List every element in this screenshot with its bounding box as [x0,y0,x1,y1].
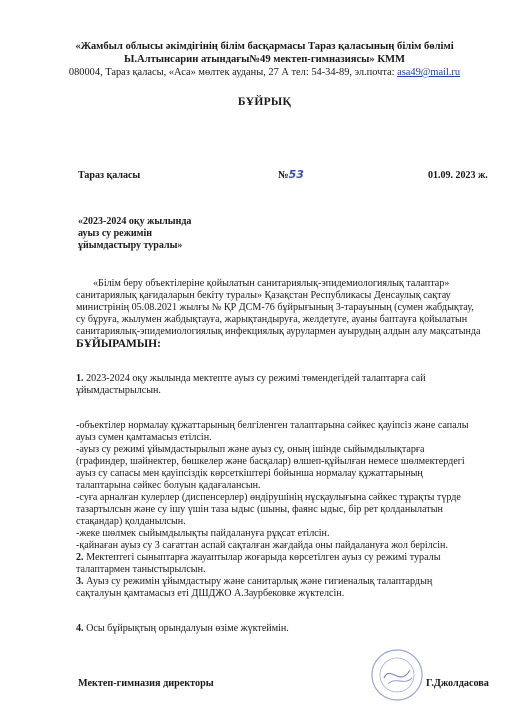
item-4-text: Осы бұйрықтың орындалуын өзіме жүктеймін. [83,623,289,634]
item-3-number: 3. [76,576,84,587]
city-label: Тараз қаласы [78,170,141,181]
header-line-1: «Жамбыл облысы әкімдігінің білім басқармасы Тараз қаласының білім бөлімі [75,41,454,52]
preamble-line-2: санитариялық қағидаларын бекіту туралы» Қазақстан Республикасы Денсаулық сақтау [76,290,451,301]
bullet-a-line-2: ауыз сумен қамтамасыз етілсін. [76,432,212,443]
item-4-number: 4. [76,623,84,634]
item-2-text: Мектептегі сыныптарға жауаптылар жоғарыда көрсетілген ауыз су режимі туралы [83,552,441,563]
item-1-number: 1. [76,373,84,384]
item-3-text: Ауыз су режимін ұйымдастыру және санитарлық және гигиеналық талаптардың [83,576,433,587]
subject-line-2: ауыз су режимін [78,228,152,239]
item-1 [76,373,503,385]
item-2-number: 2. [76,552,84,563]
item-3-line-2: сақталуын қамтамасыз еті ДШДЖО А.Заурбековке жүктелсін. [76,588,345,599]
bullet-b-line-4: талаптарына сәйкес болуын қадағалансын. [76,480,261,491]
preamble-line-3: министрінің 05.08.2021 жылғы № ҚР ДСМ-76 бұйрығының 3-тарауының (сумен жабдықтау, [76,302,474,313]
bullet-c-line-3: стақандар) қолданылсын. [76,516,186,527]
number-sign: № [278,170,289,181]
header-line-2: Ы.Алтынсарин атындағы№49 мектеп-гимназиясы» КММ [123,54,406,65]
item-2 [76,552,503,564]
bullet-a-line-1: -объектілер нормалау құжаттарының белгіленген талаптарына сәйкес қауіпсіз және сапалы [76,420,469,431]
address-text: 080004, Тараз қаласы, «Аса» мөлтек ауданы, 27 А тел: 54-34-89, эл.почта: [68,67,398,78]
bullet-b-line-3: ауыз су сапасы мен қауіпсіздік көрсеткіштері бойынша нормалау құжаттарының [76,468,423,479]
bullet-c-line-1: -суға арналған кулерлер (диспенсерлер) өндірушінің нұсқаулығына сәйкес тұрақты түрде [76,492,461,503]
item-1-text: 2023-2024 оқу жылында мектепте ауыз су режимі төмендегідей талаптарға сай [86,373,426,384]
preamble-line-5: санитариялық-эпидемиологиялық инфекциялық аурулармен ауырудың алдын алу мақсатында [76,326,481,337]
item-2-line-2: талаптармен таныстырылсын. [76,564,206,575]
director-position: Мектеп-гимназия директоры [78,678,214,689]
school-stamp-seal [370,648,424,702]
director-name: Г.Джолдасова [426,678,489,689]
bullet-b-line-1: -ауыз су режимі ұйымдастырылып және ауыз су, оның ішінде сыйымдылықтарға [76,444,425,455]
document-title: БҰЙРЫҚ [237,96,292,108]
bullet-d-line-1: -жеке шөлмек сыйымдылықты пайдалануға рұқсат етілсін. [76,528,330,539]
header-address [0,66,529,79]
preamble-line-1: «Білім беру объектілеріне қойылатын санитариялық-эпидемиологиялық талаптар» [93,278,450,289]
bullet-c-line-2: тазартылсын және су ішу үшін таза ыдыс (шыны, фаянс ыдыс, бір рет қолданылатын [76,504,443,515]
preamble-line-4: су бұруға, жылумен жабдықтауға, жарықтандыруға, желдетуге, ауаны баптауға қойылатын [76,314,468,325]
bullet-e-line-1: -қайнаған ауыз су 3 сағаттан аспай сақталған жағдайда оны пайдалануға жол берілсін. [76,540,448,551]
item-4 [76,623,503,635]
bullet-b-line-2: (графиндер, шәйнектер, бөшкелер және басқалар) өлшеп-құйылған немесе шөлмектердегі [76,456,465,467]
email-link[interactable]: asa49@mail.ru [397,67,461,78]
subject-line-3: ұйымдастыру туралы» [78,240,183,251]
item-3 [76,576,503,588]
order-date: 01.09. 2023 ж. [428,170,488,181]
item-1-line-2: ұйымдастырылсын. [76,385,161,396]
order-number [278,168,304,181]
order-word: БҰЙЫРАМЫН: [76,338,161,350]
subject-line-1: «2023-2024 оқу жылында [78,216,192,227]
handwritten-number: 53 [288,168,304,181]
